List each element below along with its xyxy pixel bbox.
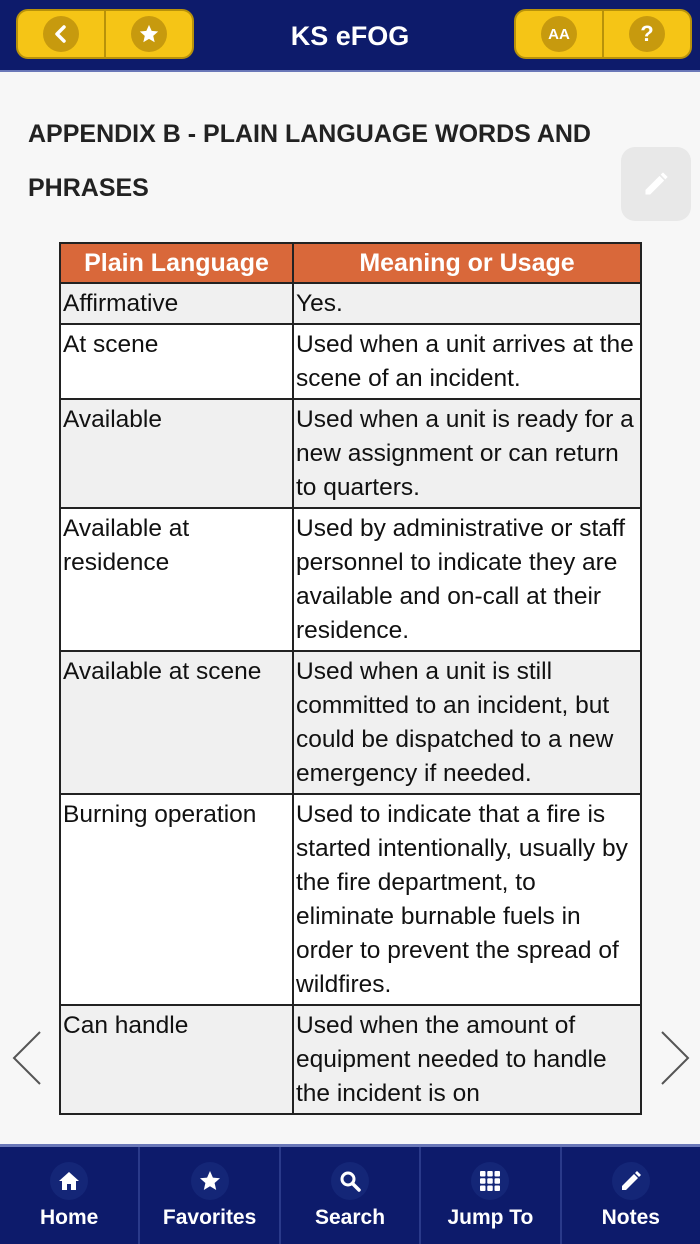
term-cell: Burning operation [60, 794, 293, 1005]
tab-notes-label: Notes [601, 1205, 660, 1229]
help-label: ? [640, 21, 654, 46]
tab-favorites[interactable] [140, 1147, 280, 1244]
text-size-label: AA [548, 25, 570, 43]
previous-page-button[interactable] [8, 1028, 48, 1088]
help-button[interactable] [602, 11, 690, 57]
app-header [0, 0, 700, 72]
left-button-group [16, 9, 194, 59]
home-icon [50, 1162, 88, 1200]
plain-language-table [59, 242, 642, 1115]
term-cell: Affirmative [60, 283, 293, 324]
pencil-icon [612, 1162, 650, 1200]
term-cell: Available at residence [60, 508, 293, 651]
meaning-cell: Yes. [293, 283, 641, 324]
table-row [60, 794, 641, 1005]
term-cell: At scene [60, 324, 293, 399]
next-page-button[interactable] [654, 1028, 694, 1088]
tab-notes[interactable] [562, 1147, 700, 1244]
table-row [60, 508, 641, 651]
meaning-cell: Used when a unit arrives at the scene of an incident. [293, 324, 641, 399]
search-icon [331, 1162, 369, 1200]
tab-search-label: Search [314, 1205, 386, 1229]
page-heading: APPENDIX B - PLAIN LANGUAGE WORDS AND PHRASES [28, 120, 591, 202]
app-title: KS eFOG [290, 20, 410, 51]
term-cell: Available [60, 399, 293, 508]
star-icon [191, 1162, 229, 1200]
chevron-right-icon [654, 1028, 694, 1088]
tab-jump-to-label: Jump To [447, 1205, 534, 1229]
pencil-icon [642, 170, 670, 198]
edit-note-button[interactable] [621, 147, 691, 221]
tab-search[interactable] [281, 1147, 421, 1244]
star-icon [131, 16, 167, 52]
favorite-button[interactable] [104, 11, 192, 57]
tab-home-label: Home [40, 1205, 99, 1229]
table-row [60, 283, 641, 324]
table-row [60, 651, 641, 794]
table-row [60, 399, 641, 508]
meaning-cell: Used to indicate that a fire is started intentionally, usually by the fire department, to eliminate burnable fuels in order to prevent the spread of wildfires. [293, 794, 641, 1005]
chevron-left-icon [43, 16, 79, 52]
table-row [60, 324, 641, 399]
help-icon [629, 16, 665, 52]
chevron-left-icon [8, 1028, 48, 1088]
table-row [60, 1005, 641, 1114]
tab-favorites-label: Favorites [162, 1205, 257, 1229]
content-area[interactable] [0, 74, 700, 1144]
meaning-cell: Used when the amount of equipment needed to handle the incident is on [293, 1005, 641, 1114]
meaning-cell: Used when a unit is ready for a new assignment or can return to quarters. [293, 399, 641, 508]
back-button[interactable] [18, 11, 104, 57]
table-header-row [60, 243, 641, 283]
bottom-tab-bar [0, 1144, 700, 1244]
right-button-group [514, 9, 692, 59]
column-header-meaning: Meaning or Usage [293, 243, 641, 283]
tab-home[interactable] [0, 1147, 140, 1244]
column-header-term: Plain Language [60, 243, 293, 283]
grid-icon [471, 1162, 509, 1200]
meaning-cell: Used by administrative or staff personnel to indicate they are available and on-call at their residence. [293, 508, 641, 651]
text-size-button[interactable] [516, 11, 602, 57]
term-cell: Available at scene [60, 651, 293, 794]
meaning-cell: Used when a unit is still committed to an incident, but could be dispatched to a new emergency if needed. [293, 651, 641, 794]
tab-jump-to[interactable] [421, 1147, 561, 1244]
term-cell: Can handle [60, 1005, 293, 1114]
text-size-icon [541, 16, 577, 52]
